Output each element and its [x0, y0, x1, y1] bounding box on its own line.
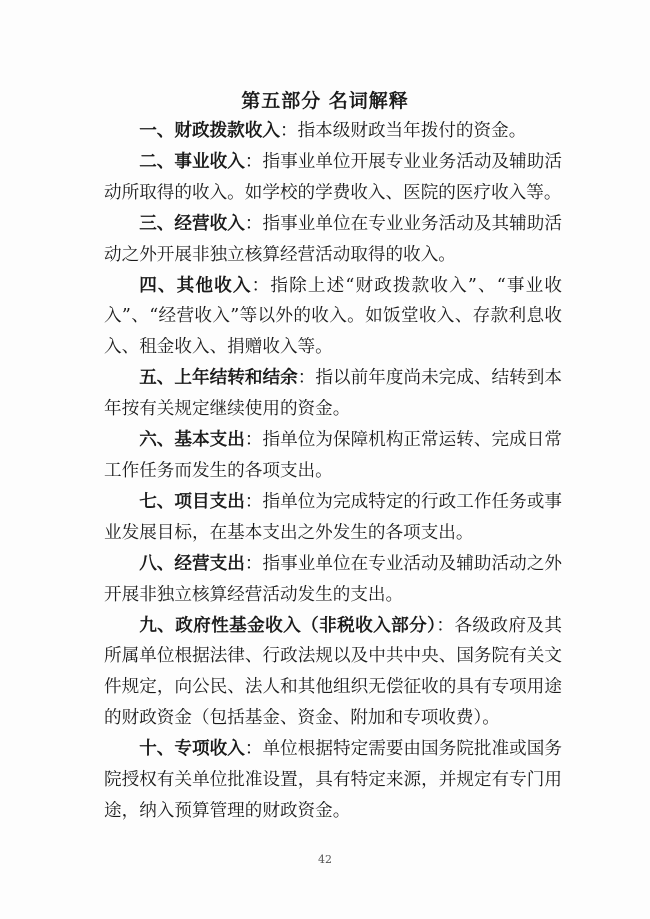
glossary-entry	[104, 271, 562, 364]
page-number: 42	[318, 853, 332, 866]
glossary-entry	[104, 363, 562, 425]
entry-definition: ：指单位为保障机构正常运转、完成日常工作任务而发生的各项支出。	[104, 430, 562, 481]
entry-term: 上年结转和结余	[174, 367, 298, 389]
entry-term: 其他收入	[176, 274, 252, 296]
entry-number: 七、	[139, 490, 175, 512]
entry-definition: ：单位根据特定需要由国务院批准或国务院授权有关单位批准设置，具有特定来源，并规定有专门用途，纳入预算管理的财政资金。	[104, 739, 562, 821]
entry-definition: ：各级政府及其所属单位根据法律、行政法规以及中共中央、国务院有关文件规定，向公民、法人和其他组织无偿征收的具有专项用途的财政资金（包括基金、资金、附加和专项收费）。	[104, 615, 562, 729]
entry-number: 六、	[139, 429, 175, 451]
entry-definition: ：指事业单位开展专业业务活动及辅助活动所取得的收入。如学校的学费收入、医院的医疗收入等。	[104, 151, 562, 203]
glossary-entry	[104, 147, 562, 209]
entry-definition: ：指事业单位在专业业务活动及其辅助活动之外开展非独立核算经营活动取得的收入。	[104, 213, 562, 265]
glossary-entry	[104, 549, 562, 611]
entry-number: 十、	[139, 738, 175, 760]
entry-term: 政府性基金收入（非税收入部分）	[175, 614, 437, 636]
glossary-entry	[104, 116, 562, 147]
entry-term: 专项收入	[174, 738, 245, 760]
entry-term: 事业收入	[174, 150, 245, 172]
entry-term: 经营支出	[174, 552, 245, 574]
entry-number: 三、	[139, 212, 175, 234]
entry-definition: ：指单位为完成特定的行政工作任务或事业发展目标，在基本支出之外发生的各项支出。	[104, 491, 562, 543]
entry-term: 经营收入	[174, 212, 245, 234]
entry-term: 项目支出	[174, 490, 245, 512]
glossary-body	[104, 116, 562, 827]
entry-definition: ：指以前年度尚未完成、结转到本年按有关规定继续使用的资金。	[104, 368, 562, 420]
glossary-entry	[104, 734, 562, 827]
entry-definition: ：指本级财政当年拨付的资金。	[279, 121, 527, 141]
entry-term: 财政拨款收入	[174, 120, 280, 141]
glossary-entry	[104, 487, 562, 549]
glossary-entry	[104, 611, 562, 735]
page-title: 第五部分 名词解释	[241, 90, 409, 112]
entry-number: 四、	[139, 274, 177, 296]
entry-number: 八、	[139, 552, 175, 574]
entry-definition: ：指事业单位在专业活动及辅助活动之外开展非独立核算经营活动发生的支出。	[104, 553, 562, 605]
entry-number: 五、	[139, 367, 175, 389]
entry-number: 二、	[139, 150, 175, 172]
entry-number: 九、	[139, 614, 176, 636]
entry-number: 一、	[139, 120, 175, 141]
glossary-entry	[104, 209, 562, 271]
entry-definition: ：指除上述“财政拨款收入”、“事业收入”、“经营收入”等以外的收入。如饭堂收入、存款利息收入、租金收入、捐赠收入等。	[104, 275, 562, 358]
glossary-entry	[104, 425, 562, 487]
entry-term: 基本支出	[174, 429, 245, 451]
